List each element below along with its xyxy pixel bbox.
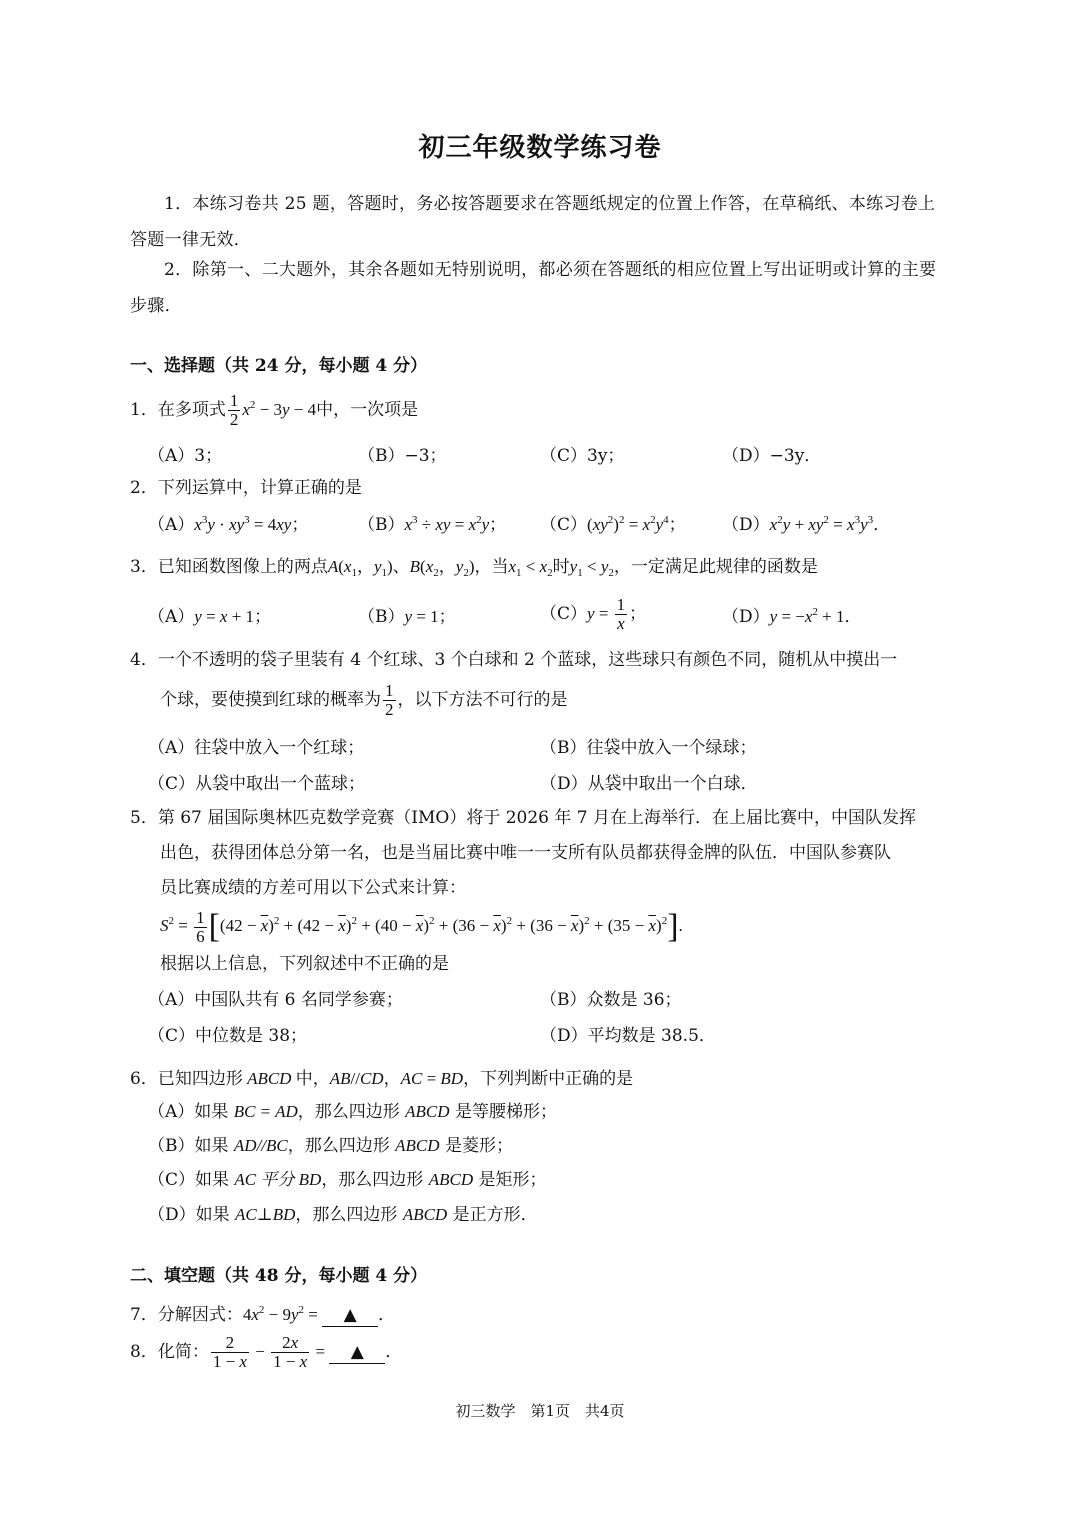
page-footer: 初三数学 第1页 共4页	[455, 1402, 625, 1420]
q2-option-b: $(B)x^3$ ÷ xy = $x^2y$；	[358, 514, 507, 535]
answer-blank: ▲	[322, 1305, 378, 1327]
variance-formula: $S^2$ = $\frac{1}{6}$ $[(42 - \overline{x})^2 + (42 - \overline{x})^2 + (40 - \overline{x})^2 + (36 - \overline{x})^2 + (36 - \overline{x})^2 + (35 - \overline{x})^2]$.	[160, 907, 683, 946]
q2-option-a: $(A)x^3y \cdot xy^3 = 4xy$；	[148, 514, 309, 535]
section-2-heading: 二、填空题（共 48 分，每小题 4 分）	[130, 1266, 428, 1286]
instruction-2: 2．除第一、二大题外，其余各题如无特别说明，都必须在答题纸的相应位置上写出证明或计算的主要步骤．	[130, 260, 937, 316]
q5-option-b: （B）众数是 36；	[540, 990, 682, 1010]
question-1: 1．在多项式 $\frac{1}{2}$ $x^2 - 3y - 4$中，一次项是	[130, 391, 419, 429]
q4-option-b: （B）往袋中放入一个绿球；	[540, 738, 757, 758]
q6-option-c: （C）如果 AC 平分 BD，那么四边形 ABCD 是矩形；	[148, 1170, 547, 1190]
q5-option-d: （D）平均数是 38.5．	[540, 1026, 716, 1046]
q5-option-c: （C）中位数是 38；	[148, 1026, 308, 1046]
q1-option-a: （A）3；	[148, 446, 223, 466]
q4-line-2: 个球，要使摸到红球的概率为 $\frac{1}{2}$ ，以下方法不可行的是	[160, 681, 568, 719]
question-8: 8．化简： $\frac{2}{1 - x}$ − $\frac{2x}{1 - x}$ = ▲ ．	[130, 1333, 403, 1371]
q6-option-b: （B）如果 AD//BC，那么四边形 ABCD 是菱形；	[148, 1136, 513, 1156]
instruction-1: 1．本练习卷共 25 题，答题时，务必按答题要求在答题纸规定的位置上作答，在草稿纸、本练习卷上答题一律无效．	[130, 194, 936, 250]
q3-option-c: （C）y = $\frac{1}{x}$ ；	[540, 595, 647, 633]
fraction-one-half: $\frac{1}{2}$	[385, 681, 394, 719]
page-title: 初三年级数学练习卷	[418, 133, 662, 163]
q1-suffix: 中，一次项是	[316, 399, 419, 420]
q2-option-d: $(D)x^2y + xy^2 = x^3y^3$．	[722, 514, 891, 535]
q2-option-c: $(C)(xy^2)^2 = x^2y^4$；	[540, 514, 686, 535]
q1-option-b: （B）−3；	[358, 446, 447, 466]
q4-option-d: （D）从袋中取出一个白球．	[540, 774, 758, 794]
q1-option-d: （D）−3y．	[722, 446, 822, 466]
q3-option-a: （A）y = x + 1；	[148, 607, 272, 627]
q3-option-d: $(D)y = -x^2 + 1$．	[722, 606, 862, 627]
q4-option-a: （A）往袋中放入一个红球；	[148, 738, 365, 758]
q6-option-a: （A）如果 BC = AD，那么四边形 ABCD 是等腰梯形；	[148, 1102, 557, 1122]
question-3: 3．已知函数图像上的两点$A(x_1$，$y_1$)、$B(x_2$，$y_2$)，当$x_1 < x_2$时$y_1 < y_2$，一定满足此规律的函数是	[130, 557, 818, 579]
q6-option-d: （D）如果 AC⊥BD，那么四边形 ABCD 是正方形．	[148, 1205, 538, 1225]
q5-line-3: 员比赛成绩的方差可用以下公式来计算：	[160, 878, 466, 898]
q6-stem: 6．已知四边形 ABCD 中，AB//CD，AC = BD，下列判断中正确的是	[130, 1069, 634, 1089]
answer-blank: ▲	[329, 1342, 385, 1364]
q2-stem: 2．下列运算中，计算正确的是	[130, 478, 362, 498]
q4-option-c: （C）从袋中取出一个蓝球；	[148, 774, 366, 794]
q5-line-2: 出色，获得团体总分第一名，也是当届比赛中唯一一支所有队员都获得金牌的队伍．中国队参赛队	[160, 843, 891, 863]
question-7: 7．分解因式：$4x^2 - 9y^2$ = ▲ ．	[130, 1304, 395, 1327]
q3-option-b: （B）y = 1；	[358, 607, 456, 627]
fraction-one-half: $\frac{1}{2}$	[229, 391, 239, 429]
q5-option-a: （A）中国队共有 6 名同学参赛；	[148, 990, 403, 1010]
q4-line-1: 4．一个不透明的袋子里装有 4 个红球、3 个白球和 2 个蓝球，这些球只有颜色不同，随机从中摸出一	[130, 650, 898, 670]
q1-prefix: 1．在多项式	[130, 399, 226, 420]
q5-line-1: 5．第 67 届国际奥林匹克数学竞赛（IMO）将于 2026 年 7 月在上海举行．在上届比赛中，中国队发挥	[130, 808, 917, 828]
q5-line-4: 根据以上信息，下列叙述中不正确的是	[160, 954, 449, 974]
q1-option-c: （C）3y；	[540, 446, 625, 466]
section-1-heading: 一、选择题（共 24 分，每小题 4 分）	[130, 356, 428, 376]
